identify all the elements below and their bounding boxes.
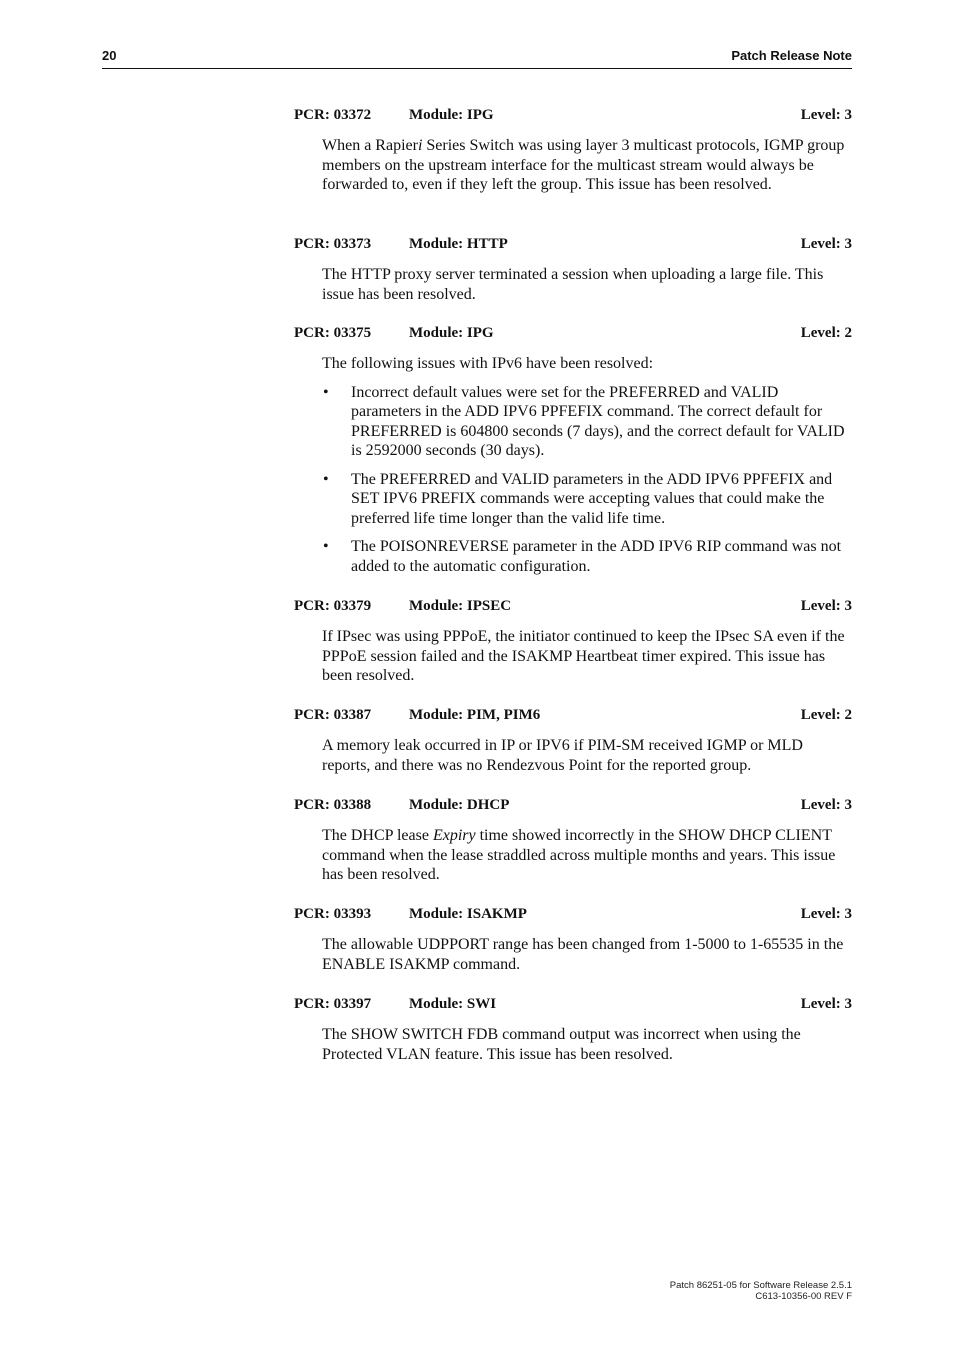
pcr-entry-header bbox=[294, 325, 852, 345]
pcr-description bbox=[322, 1025, 852, 1064]
pcr-description bbox=[322, 265, 852, 304]
description-text: The HTTP proxy server terminated a session when uploading a large file. This issue has been resolved. bbox=[322, 266, 824, 303]
pcr-level: Level: 3 bbox=[800, 236, 852, 252]
footer-patch-line: Patch 86251-05 for Software Release 2.5.1 bbox=[669, 1280, 852, 1291]
pcr-module: Module: HTTP bbox=[409, 236, 508, 252]
description-text: If IPsec was using PPPoE, the initiator continued to keep the IPsec SA even if the PPPoE session failed and the ISAKMP Heartbeat timer expired. This issue has been resolved. bbox=[322, 628, 845, 684]
pcr-level: Level: 3 bbox=[800, 598, 852, 614]
page-header bbox=[102, 48, 852, 69]
pcr-entry bbox=[294, 797, 852, 885]
bullet-item bbox=[322, 383, 852, 461]
pcr-entry bbox=[294, 996, 852, 1064]
pcr-description bbox=[322, 826, 852, 885]
pcr-entry bbox=[294, 236, 852, 304]
pcr-description bbox=[322, 627, 852, 686]
text-segment: time showed incorrectly in the SHOW DHCP CLIENT command when the lease straddled across multiple months and years. This issue has been resolved. bbox=[322, 827, 836, 883]
pcr-number: PCR: 03379 bbox=[294, 598, 372, 614]
pcr-description bbox=[322, 354, 852, 576]
italic-text: Expiry bbox=[432, 827, 476, 844]
pcr-entry-header bbox=[294, 236, 852, 256]
pcr-description bbox=[322, 935, 852, 974]
bullet-text: Incorrect default values were set for the PREFERRED and VALID parameters in the ADD IPV6 PPFEFIX command. The correct default for PREFERRED is 604800 seconds (7 days), and the correct default for VALID is 2592000 seconds (30 days). bbox=[351, 383, 845, 459]
pcr-entry bbox=[294, 707, 852, 775]
bullet-text: The PREFERRED and VALID parameters in the ADD IPV6 PPFEFIX and SET IPV6 PREFIX commands were accepting values that could make the preferred life time longer than the valid life time. bbox=[351, 470, 833, 527]
pcr-description bbox=[322, 736, 852, 775]
pcr-level: Level: 3 bbox=[800, 906, 852, 922]
pcr-entry-header bbox=[294, 906, 852, 926]
bullet-icon: • bbox=[323, 383, 329, 401]
page-footer bbox=[670, 1280, 852, 1302]
pcr-entry-header bbox=[294, 996, 852, 1016]
pcr-entry bbox=[294, 107, 852, 195]
pcr-number: PCR: 03397 bbox=[294, 996, 372, 1012]
italic-text: i bbox=[417, 137, 423, 154]
pcr-module: Module: PIM, PIM6 bbox=[409, 707, 541, 723]
pcr-module: Module: IPSEC bbox=[409, 598, 512, 614]
pcr-module: Module: ISAKMP bbox=[409, 906, 527, 922]
pcr-level: Level: 3 bbox=[800, 107, 852, 123]
description-text: A memory leak occurred in IP or IPV6 if PIM-SM received IGMP or MLD reports, and there was no Rendezvous Point for the reported group. bbox=[322, 737, 803, 774]
pcr-level: Level: 2 bbox=[800, 325, 852, 341]
description-text: The following issues with IPv6 have been resolved: bbox=[322, 355, 654, 372]
pcr-module: Module: DHCP bbox=[409, 797, 510, 813]
pcr-number: PCR: 03388 bbox=[294, 797, 372, 813]
text-segment: The DHCP lease bbox=[322, 827, 433, 844]
pcr-module: Module: IPG bbox=[409, 107, 494, 123]
text-segment: When a Rapier bbox=[322, 137, 418, 154]
pcr-description bbox=[322, 136, 852, 195]
bullet-text: The POISONREVERSE parameter in the ADD IPV6 RIP command was not added to the automatic configuration. bbox=[351, 538, 842, 575]
bullet-item bbox=[322, 537, 852, 576]
pcr-number: PCR: 03387 bbox=[294, 707, 372, 723]
bullet-list bbox=[322, 383, 852, 577]
description-text: The SHOW SWITCH FDB command output was incorrect when using the Protected VLAN feature. This issue has been resolved. bbox=[322, 1026, 801, 1063]
page-number: 20 bbox=[102, 48, 117, 63]
pcr-entry bbox=[294, 598, 852, 686]
pcr-entry-header bbox=[294, 598, 852, 618]
footer-doc-code: C613-10356-00 REV F bbox=[755, 1291, 852, 1302]
pcr-entry bbox=[294, 325, 852, 585]
pcr-level: Level: 3 bbox=[800, 797, 852, 813]
pcr-module: Module: SWI bbox=[409, 996, 497, 1012]
pcr-level: Level: 3 bbox=[800, 996, 852, 1012]
bullet-icon: • bbox=[323, 538, 329, 555]
pcr-entry bbox=[294, 906, 852, 974]
bullet-icon: • bbox=[323, 470, 329, 488]
pcr-number: PCR: 03373 bbox=[294, 236, 372, 252]
description-text: The allowable UDPPORT range has been changed from 1-5000 to 1-65535 in the ENABLE ISAKMP command. bbox=[322, 936, 844, 973]
pcr-number: PCR: 03393 bbox=[294, 906, 372, 922]
pcr-entry-header bbox=[294, 707, 852, 727]
pcr-level: Level: 2 bbox=[800, 707, 852, 723]
pcr-number: PCR: 03375 bbox=[294, 325, 372, 341]
text-segment: Series Switch was using layer 3 multicast protocols, IGMP group members on the upstream interface for the multicast stream would always be forwarded to, even if they left the group. This issue has been resolved. bbox=[322, 137, 845, 193]
pcr-entry-header bbox=[294, 107, 852, 127]
pcr-entry-header bbox=[294, 797, 852, 817]
pcr-module: Module: IPG bbox=[409, 325, 494, 341]
document-title: Patch Release Note bbox=[731, 48, 852, 63]
pcr-number: PCR: 03372 bbox=[294, 107, 372, 123]
bullet-item bbox=[322, 470, 852, 529]
